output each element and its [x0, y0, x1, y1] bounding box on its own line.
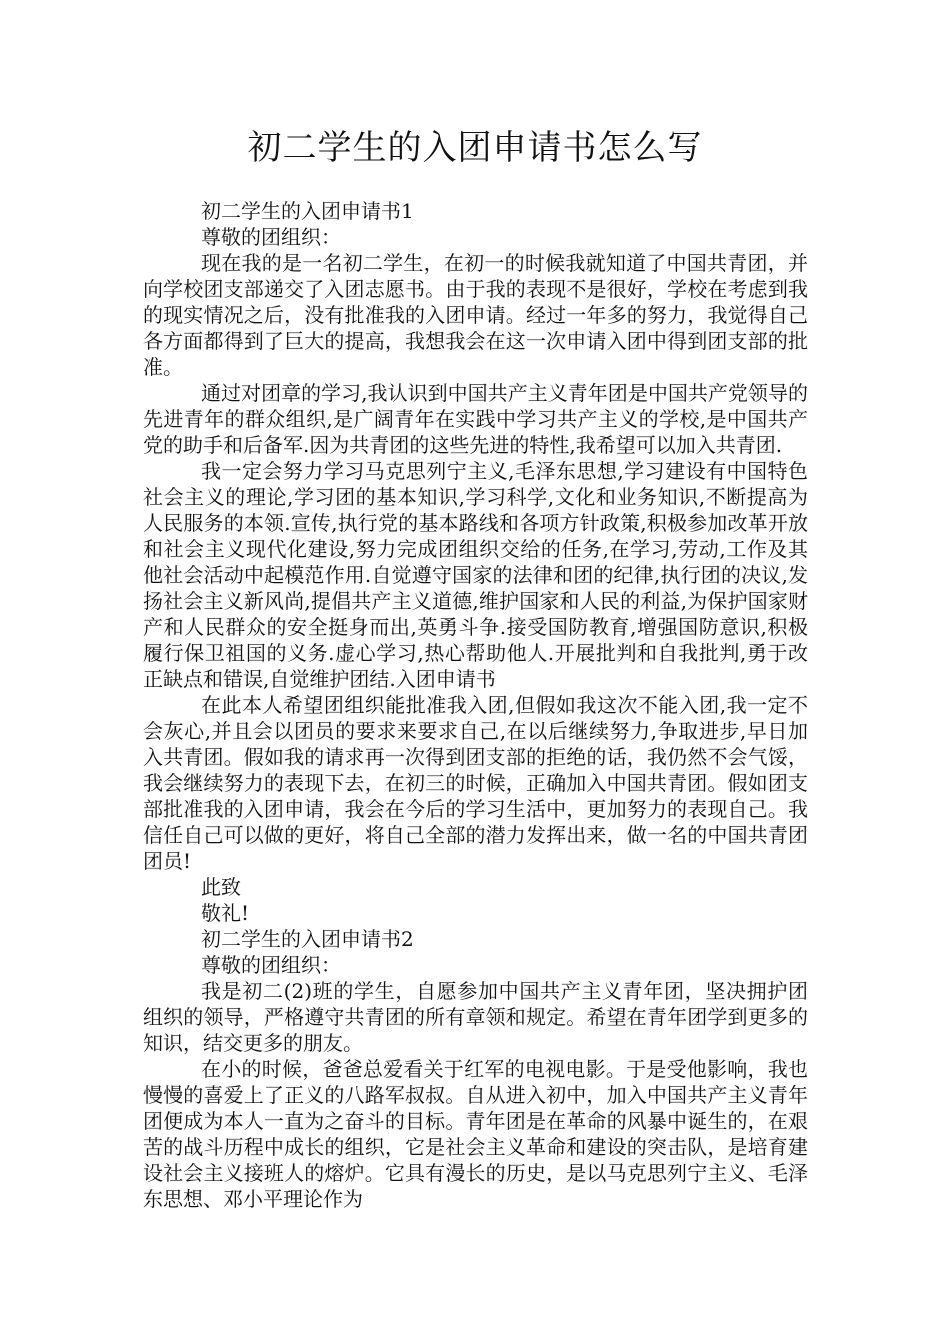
salutation-1: 尊敬的团组织： [201, 225, 341, 249]
section-heading-1: 初二学生的入团申请书1 [201, 199, 414, 223]
paragraph: 我是初二(2)班的学生，自愿参加中国共产主义青年团，坚决拥护团组织的领导，严格遵守共青团的所有章领和规定。希望在青年团学到更多的知识，结交更多的朋友。 [143, 979, 808, 1055]
paragraph: 在此本人希望团组织能批准我入团,但假如我这次不能入团,我一定不会灰心,并且会以团员的要求来要求自己,在以后继续努力,争取进步,早日加入共青团。假如我的请求再一次得到团支部的拒绝的话，我仍然不会气馁，我会继续努力的表现下去，在初三的时候，正确加入中国共青团。假如团支部批准我的入团申请，我会在今后的学习生活中，更加努力的表现自己。我信任自己可以做的更好，将自己全部的潜力发挥出来，做一名的中国共青团团员! [143, 693, 808, 873]
document-body [143, 198, 808, 1212]
salutation-2: 尊敬的团组织： [201, 953, 341, 977]
closing-jingli: 敬礼! [201, 901, 250, 925]
paragraph: 现在我的是一名初二学生，在初一的时候我就知道了中国共青团，并向学校团支部递交了入团志愿书。由于我的表现不是很好，学校在考虑到我的现实情况之后，没有批准我的入团申请。经过一年多的努力，我觉得自己各方面都得到了巨大的提高，我想我会在这一次申请入团中得到团支部的批准。 [143, 251, 808, 379]
paragraph: 我一定会努力学习马克思列宁主义,毛泽东思想,学习建设有中国特色社会主义的理论,学习团的基本知识,学习科学,文化和业务知识,不断提高为人民服务的本领.宣传,执行党的基本路线和各项方针政策,积极参加改革开放和社会主义现代化建设,努力完成团组织交给的任务,在学习,劳动,工作及其他社会活动中起模范作用.自觉遵守国家的法律和团的纪律,执行团的决议,发扬社会主义新风尚,提倡共产主义道德,维护国家和人民的利益,为保护国家财产和人民群众的安全挺身而出,英勇斗争.接受国防教育,增强国防意识,积极履行保卫祖国的义务.虚心学习,热心帮助他人.开展批判和自我批判,勇于改正缺点和错误,自觉维护团结.入团申请书 [143, 459, 808, 691]
document-title: 初二学生的入团申请书怎么写 [247, 128, 703, 168]
paragraph: 在小的时候，爸爸总爱看关于红军的电视电影。于是受他影响，我也慢慢的喜爱上了正义的八路军叔叔。自从进入初中，加入中国共产主义青年团便成为本人一直为之奋斗的目标。青年团是在革命的风暴中诞生的，在艰苦的战斗历程中成长的组织，它是社会主义革命和建设的突击队，是培育建设社会主义接班人的熔炉。它具有漫长的历史，是以马克思列宁主义、毛泽东思想、邓小平理论作为 [143, 1057, 808, 1211]
paragraph: 通过对团章的学习,我认识到中国共产主义青年团是中国共产党领导的先进青年的群众组织,是广阔青年在实践中学习共产主义的学校,是中国共产党的助手和后备军.因为共青团的这些先进的特性,我希望可以加入共青团. [143, 381, 808, 457]
closing-cizhi: 此致 [201, 875, 241, 899]
section-heading-2: 初二学生的入团申请书2 [201, 927, 414, 951]
